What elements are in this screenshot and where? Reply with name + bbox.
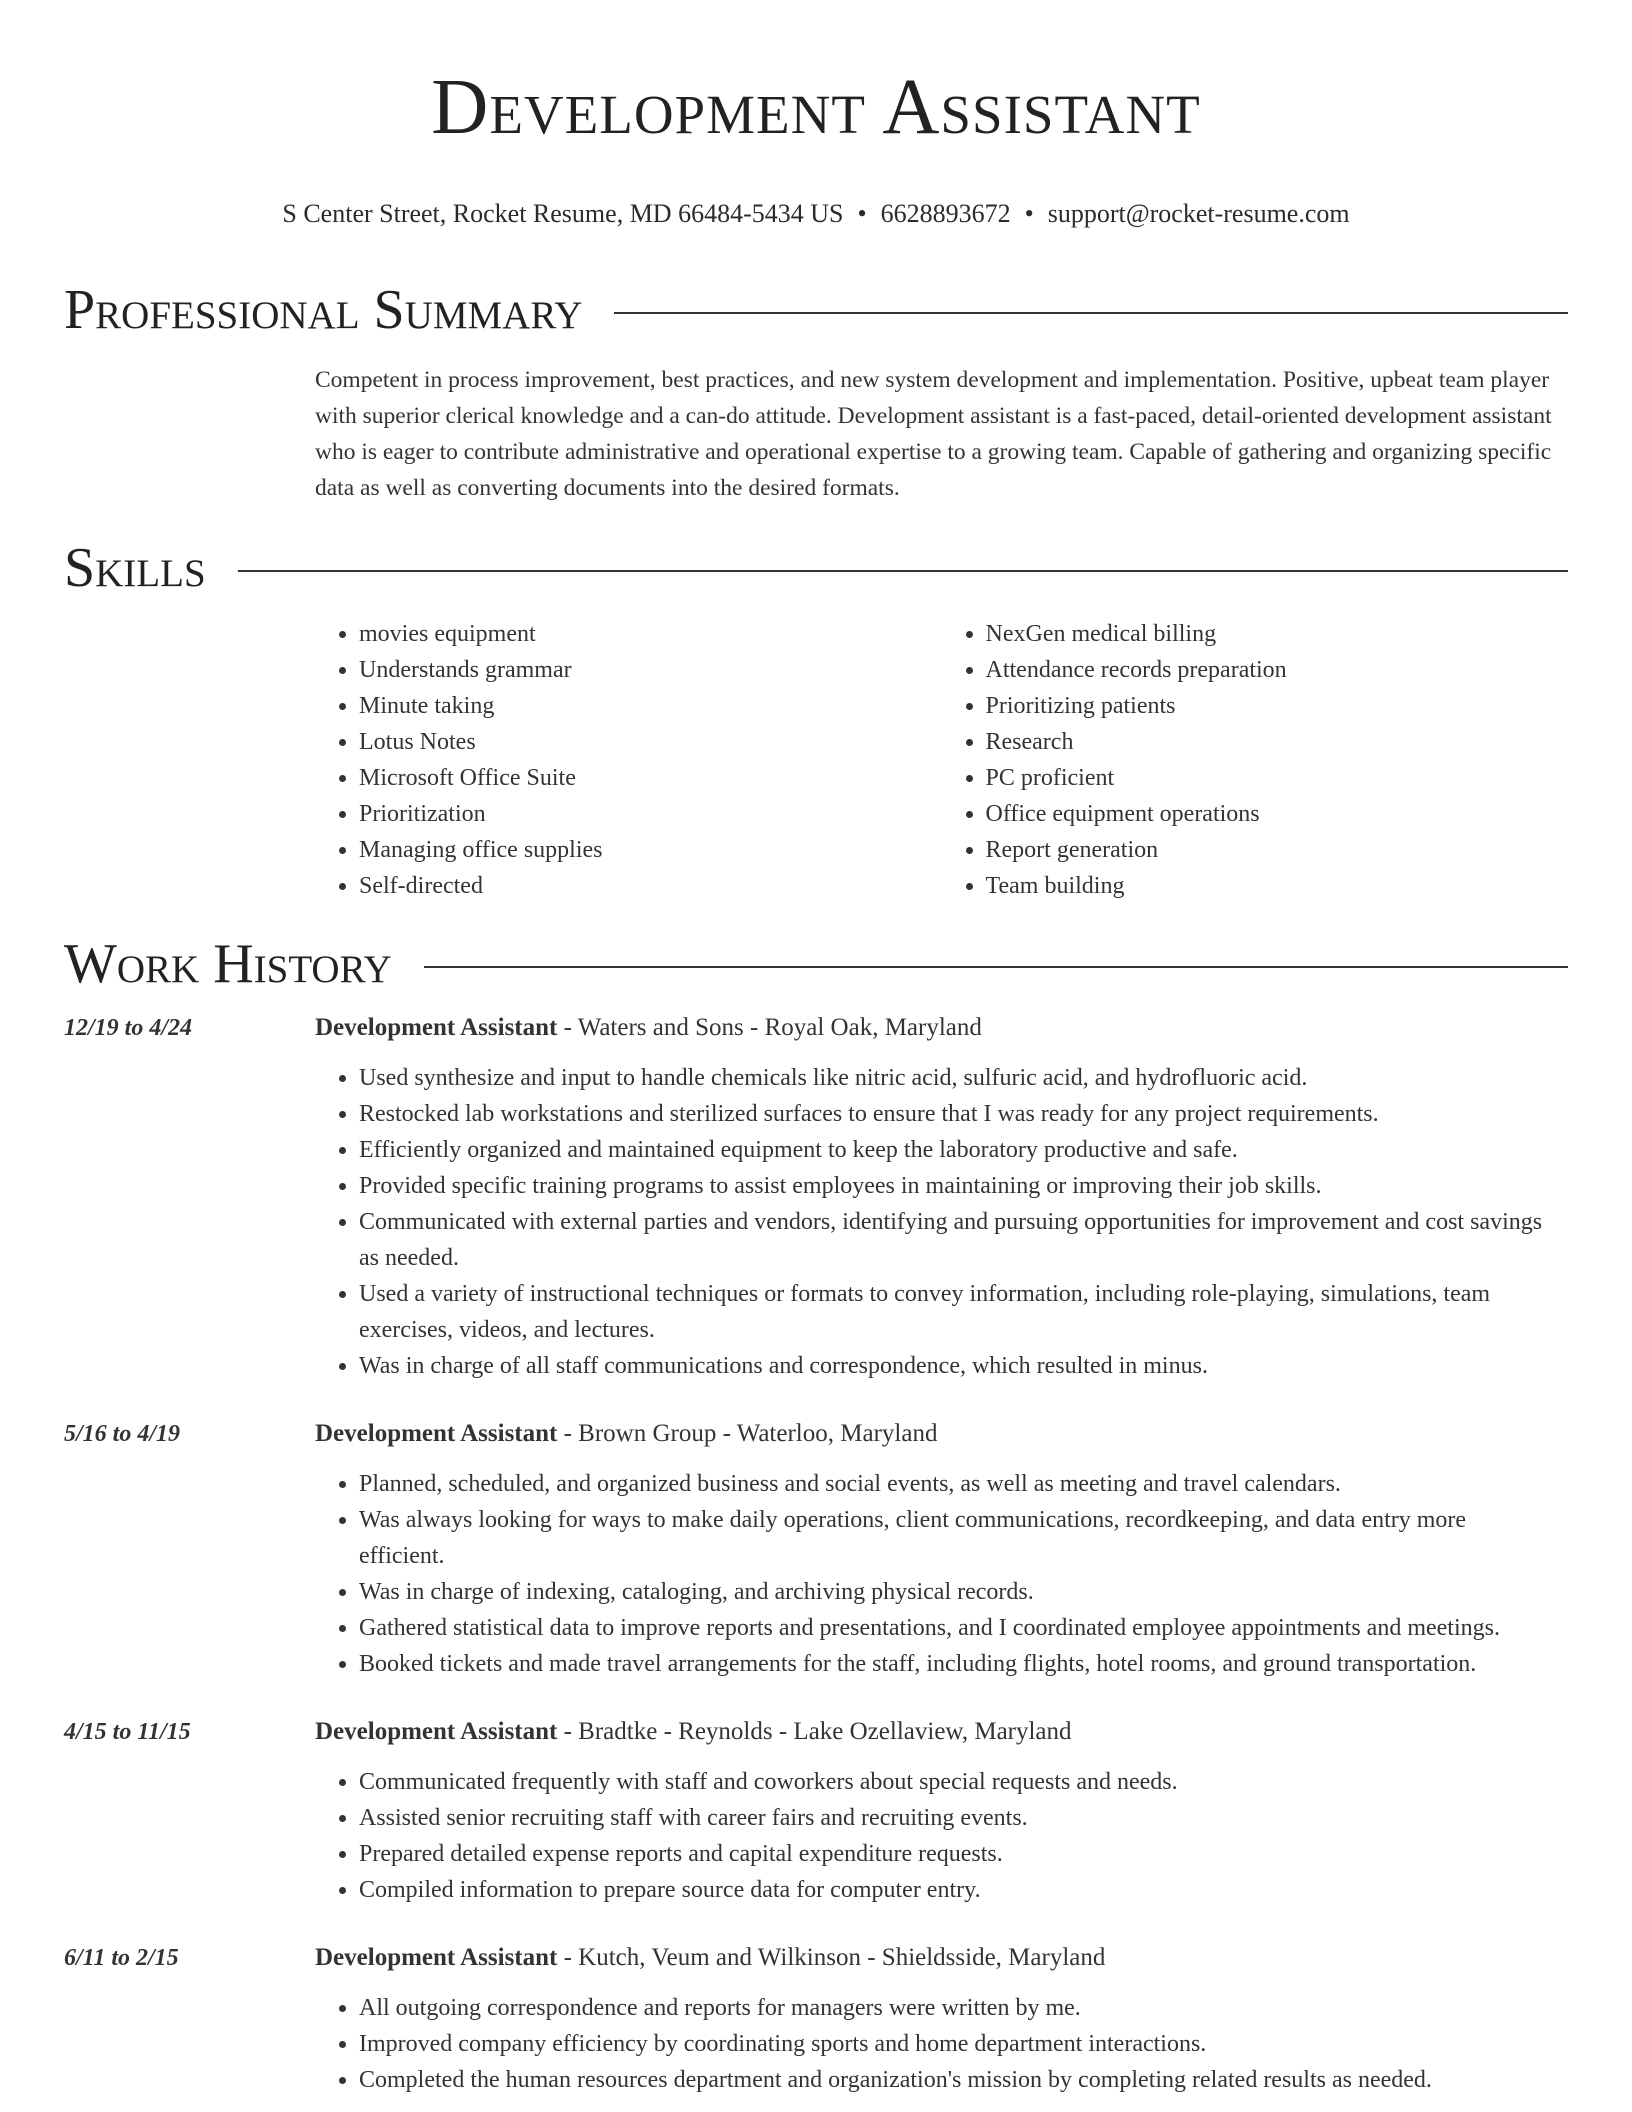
skills-section (64, 538, 1568, 904)
list-item: • Was in charge of all staff communications and correspondence, which resulted in minus. (359, 1348, 1549, 1384)
job-company: - Brown Group - Waterloo, Maryland (557, 1420, 938, 1447)
job-company: - Waters and Sons - Royal Oak, Maryland (557, 1014, 982, 1041)
list-item: • Restocked lab workstations and sterilized surfaces to ensure that I was ready for any project requirements. (359, 1096, 1549, 1132)
skills-heading (64, 538, 1568, 598)
job-dates: 12/19 to 4/24 (64, 1015, 193, 1041)
list-item: • Prioritization (359, 796, 942, 832)
list-item: • Prepared detailed expense reports and capital expenditure requests. (359, 1836, 1549, 1872)
job-heading (315, 1416, 1568, 1452)
skills-list-left (315, 616, 942, 904)
list-item: • Communicated with external parties and vendors, identifying and pursuing opportunities for improvement and cost savings as needed. (359, 1204, 1549, 1276)
list-item: • Gathered statistical data to improve reports and presentations, and I coordinated employee appointments and meetings. (359, 1610, 1549, 1646)
job-entry (64, 1714, 1568, 1908)
job-bullet-list (315, 1466, 1549, 1682)
list-item: • Planned, scheduled, and organized business and social events, as well as meeting and travel calendars. (359, 1466, 1549, 1502)
list-item: • Was always looking for ways to make daily operations, client communications, recordkeeping, and data entry more efficient. (359, 1502, 1549, 1574)
contact-email: support@rocket-resume.com (1047, 199, 1350, 228)
contact-phone: 6628893672 (880, 199, 1011, 228)
section-divider (424, 966, 1568, 968)
summary-section (64, 280, 1568, 506)
list-item: • Used a variety of instructional techniques or formats to convey information, including role-playing, simulations, team exercises, videos, and lectures. (359, 1276, 1549, 1348)
job-entry (64, 1416, 1568, 1682)
job-title: Development Assistant (315, 1014, 558, 1041)
contact-separator: • (1024, 199, 1034, 228)
job-heading (315, 1010, 1568, 1046)
contact-separator: • (857, 199, 867, 228)
contact-address: S Center Street, Rocket Resume, MD 66484-5434 US (282, 199, 844, 228)
list-item: • Attendance records preparation (986, 652, 1569, 688)
list-item: • Prioritizing patients (986, 688, 1569, 724)
list-item: • Office equipment operations (986, 796, 1569, 832)
work-history-heading (64, 934, 1568, 994)
job-dates: 6/11 to 2/15 (64, 1945, 179, 1971)
contact-line (0, 198, 1632, 230)
list-item: • Self-directed (359, 868, 942, 904)
skills-title: Skills (64, 537, 206, 599)
job-heading (315, 1714, 1568, 1750)
list-item: • Used synthesize and input to handle chemicals like nitric acid, sulfuric acid, and hydrofluoric acid. (359, 1060, 1549, 1096)
list-item: • Understands grammar (359, 652, 942, 688)
job-title: Development Assistant (315, 1944, 558, 1971)
list-item: • Report generation (986, 832, 1569, 868)
list-item: • Completed the human resources department and organization's mission by completing related results as needed. (359, 2062, 1549, 2098)
job-dates: 4/15 to 11/15 (64, 1719, 191, 1745)
list-item: • Minute taking (359, 688, 942, 724)
list-item: • Research (986, 724, 1569, 760)
list-item: • Compiled information to prepare source data for computer entry. (359, 1872, 1549, 1908)
candidate-name: Development Assistant (431, 64, 1201, 151)
list-item: • Managing office supplies (359, 832, 942, 868)
list-item: • movies equipment (359, 616, 942, 652)
job-title: Development Assistant (315, 1420, 558, 1447)
job-entry (64, 1010, 1568, 1384)
summary-title: Professional Summary (64, 279, 583, 341)
list-item: • Booked tickets and made travel arrangements for the staff, including flights, hotel rooms, and ground transportation. (359, 1646, 1549, 1682)
job-company: - Kutch, Veum and Wilkinson - Shieldsside, Maryland (557, 1944, 1106, 1971)
list-item: • Team building (986, 868, 1569, 904)
list-item: • Was in charge of indexing, cataloging, and archiving physical records. (359, 1574, 1549, 1610)
job-heading (315, 1940, 1568, 1976)
section-divider (238, 570, 1568, 572)
job-entry (64, 1940, 1568, 2098)
summary-heading (64, 280, 1568, 340)
list-item: • Lotus Notes (359, 724, 942, 760)
job-bullet-list (315, 1990, 1549, 2098)
list-item: • All outgoing correspondence and reports for managers were written by me. (359, 1990, 1549, 2026)
list-item: • Assisted senior recruiting staff with career fairs and recruiting events. (359, 1800, 1549, 1836)
work-history-title: Work History (64, 933, 392, 995)
work-history-section (64, 934, 1568, 2098)
list-item: • Efficiently organized and maintained equipment to keep the laboratory productive and safe. (359, 1132, 1549, 1168)
job-bullet-list (315, 1060, 1549, 1384)
list-item: • Improved company efficiency by coordinating sports and home department interactions. (359, 2026, 1549, 2062)
job-company: - Bradtke - Reynolds - Lake Ozellaview, Maryland (557, 1718, 1072, 1745)
summary-text: Competent in process improvement, best practices, and new system development and implementation. Positive, upbeat team player with superior clerical knowledge and a can-do attitude. Development assistant is a fast-paced, detail-oriented development assistant who is eager to contribute administrative and operational expertise to a growing team. Capable of gathering and organizing specific data as well as converting documents into the desired formats. (315, 367, 1552, 501)
list-item: • Provided specific training programs to assist employees in maintaining or improving their job skills. (359, 1168, 1549, 1204)
job-list (64, 1010, 1568, 2098)
skills-columns (315, 616, 1568, 904)
skills-list-right (942, 616, 1569, 904)
job-bullet-list (315, 1764, 1549, 1908)
job-dates: 5/16 to 4/19 (64, 1421, 181, 1447)
section-divider (614, 312, 1568, 314)
list-item: • NexGen medical billing (986, 616, 1569, 652)
list-item: • Microsoft Office Suite (359, 760, 942, 796)
list-item: • Communicated frequently with staff and coworkers about special requests and needs. (359, 1764, 1549, 1800)
job-title: Development Assistant (315, 1718, 558, 1745)
list-item: • PC proficient (986, 760, 1569, 796)
